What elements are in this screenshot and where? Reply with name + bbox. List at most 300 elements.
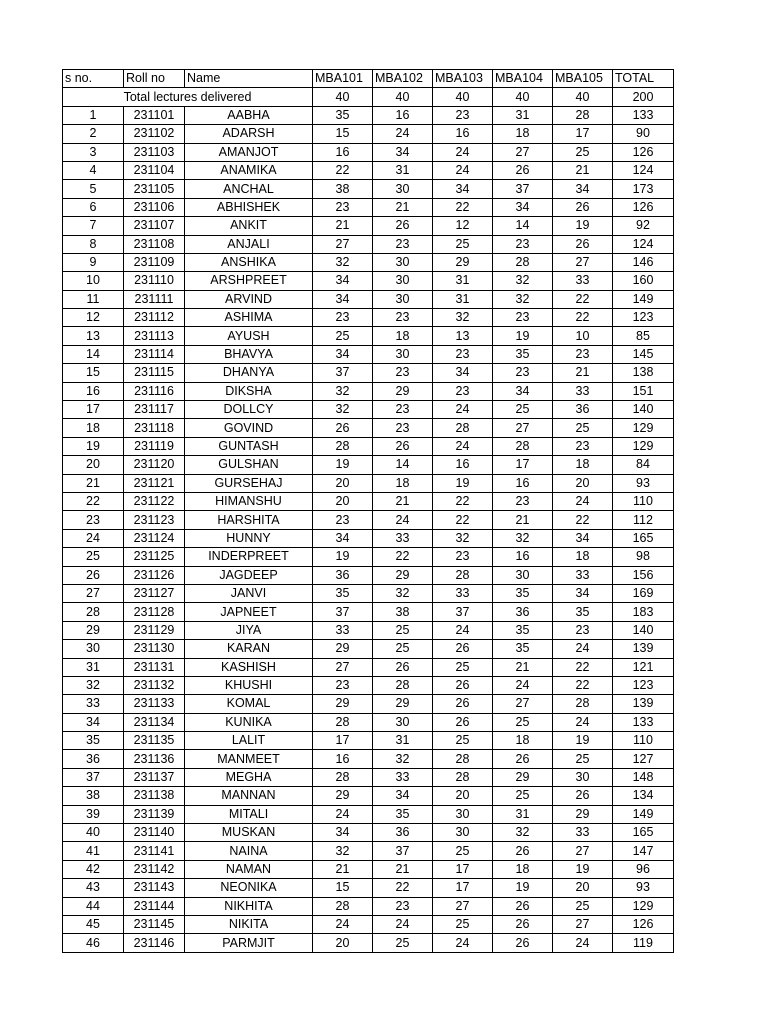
cell-mba105: 30 <box>553 768 613 786</box>
table-row <box>63 327 674 345</box>
cell-sno: 20 <box>63 456 124 474</box>
cell-mba103: 24 <box>433 143 493 161</box>
cell-total: 85 <box>613 327 674 345</box>
cell-total: 183 <box>613 603 674 621</box>
cell-mba105: 35 <box>553 603 613 621</box>
cell-roll-no: 231141 <box>124 842 185 860</box>
cell-name: GULSHAN <box>185 456 313 474</box>
cell-mba101: 28 <box>313 713 373 731</box>
cell-mba105: 18 <box>553 548 613 566</box>
table-row <box>63 235 674 253</box>
cell-mba102: 23 <box>373 897 433 915</box>
cell-roll-no: 231126 <box>124 566 185 584</box>
cell-name: GURSEHAJ <box>185 474 313 492</box>
cell-mba103: 29 <box>433 253 493 271</box>
cell-mba105: 21 <box>553 161 613 179</box>
cell-mba104: 16 <box>493 548 553 566</box>
lectures-total: 200 <box>613 88 674 106</box>
cell-total: 169 <box>613 584 674 602</box>
cell-mba101: 24 <box>313 805 373 823</box>
cell-mba104: 36 <box>493 603 553 621</box>
cell-mba101: 36 <box>313 566 373 584</box>
table-row <box>63 915 674 933</box>
cell-roll-no: 231105 <box>124 180 185 198</box>
table-row <box>63 732 674 750</box>
cell-mba103: 25 <box>433 732 493 750</box>
cell-mba102: 18 <box>373 474 433 492</box>
cell-name: MANNAN <box>185 787 313 805</box>
cell-mba103: 24 <box>433 437 493 455</box>
cell-mba104: 30 <box>493 566 553 584</box>
cell-mba101: 23 <box>313 676 373 694</box>
cell-name: KASHISH <box>185 658 313 676</box>
cell-mba103: 16 <box>433 456 493 474</box>
cell-roll-no: 231104 <box>124 161 185 179</box>
cell-total: 124 <box>613 161 674 179</box>
cell-mba105: 33 <box>553 272 613 290</box>
cell-mba102: 26 <box>373 217 433 235</box>
cell-mba102: 22 <box>373 879 433 897</box>
cell-mba105: 34 <box>553 180 613 198</box>
cell-mba103: 31 <box>433 290 493 308</box>
cell-mba104: 32 <box>493 824 553 842</box>
cell-mba105: 33 <box>553 382 613 400</box>
cell-mba103: 33 <box>433 584 493 602</box>
cell-sno: 44 <box>63 897 124 915</box>
cell-mba102: 23 <box>373 235 433 253</box>
cell-mba102: 38 <box>373 603 433 621</box>
cell-mba103: 23 <box>433 345 493 363</box>
cell-name: HARSHITA <box>185 511 313 529</box>
cell-roll-no: 231130 <box>124 640 185 658</box>
cell-mba105: 25 <box>553 419 613 437</box>
cell-sno: 11 <box>63 290 124 308</box>
cell-sno: 15 <box>63 364 124 382</box>
cell-sno: 27 <box>63 584 124 602</box>
cell-mba103: 25 <box>433 915 493 933</box>
cell-mba105: 25 <box>553 750 613 768</box>
cell-roll-no: 231143 <box>124 879 185 897</box>
table-row <box>63 456 674 474</box>
cell-mba102: 34 <box>373 787 433 805</box>
cell-name: GUNTASH <box>185 437 313 455</box>
cell-mba104: 18 <box>493 732 553 750</box>
table-row <box>63 364 674 382</box>
cell-mba101: 15 <box>313 879 373 897</box>
table-row <box>63 603 674 621</box>
cell-mba104: 28 <box>493 253 553 271</box>
table-row <box>63 640 674 658</box>
cell-mba104: 19 <box>493 879 553 897</box>
cell-name: JANVI <box>185 584 313 602</box>
cell-name: GOVIND <box>185 419 313 437</box>
cell-roll-no: 231125 <box>124 548 185 566</box>
cell-mba101: 21 <box>313 860 373 878</box>
cell-mba105: 20 <box>553 879 613 897</box>
cell-sno: 28 <box>63 603 124 621</box>
cell-mba101: 22 <box>313 161 373 179</box>
cell-roll-no: 231146 <box>124 934 185 952</box>
cell-mba102: 30 <box>373 290 433 308</box>
cell-total: 98 <box>613 548 674 566</box>
cell-mba103: 26 <box>433 640 493 658</box>
cell-mba103: 26 <box>433 713 493 731</box>
cell-mba102: 37 <box>373 842 433 860</box>
cell-mba104: 26 <box>493 161 553 179</box>
cell-total: 139 <box>613 640 674 658</box>
table-row <box>63 842 674 860</box>
cell-name: NAMAN <box>185 860 313 878</box>
lectures-label: Total lectures delivered <box>63 88 313 106</box>
cell-mba104: 37 <box>493 180 553 198</box>
cell-roll-no: 231123 <box>124 511 185 529</box>
cell-mba101: 20 <box>313 474 373 492</box>
cell-mba101: 29 <box>313 787 373 805</box>
cell-mba102: 22 <box>373 548 433 566</box>
cell-roll-no: 231114 <box>124 345 185 363</box>
cell-roll-no: 231112 <box>124 309 185 327</box>
cell-sno: 36 <box>63 750 124 768</box>
cell-mba104: 23 <box>493 364 553 382</box>
cell-mba105: 18 <box>553 456 613 474</box>
table-row <box>63 180 674 198</box>
cell-mba105: 34 <box>553 584 613 602</box>
table-row <box>63 750 674 768</box>
cell-name: KARAN <box>185 640 313 658</box>
cell-roll-no: 231136 <box>124 750 185 768</box>
cell-total: 92 <box>613 217 674 235</box>
cell-sno: 1 <box>63 106 124 124</box>
cell-mba105: 22 <box>553 658 613 676</box>
cell-mba105: 24 <box>553 640 613 658</box>
cell-mba104: 21 <box>493 511 553 529</box>
cell-mba102: 23 <box>373 309 433 327</box>
table-row <box>63 511 674 529</box>
cell-mba102: 31 <box>373 732 433 750</box>
cell-total: 129 <box>613 419 674 437</box>
cell-sno: 21 <box>63 474 124 492</box>
table-row <box>63 382 674 400</box>
cell-mba101: 17 <box>313 732 373 750</box>
cell-mba102: 24 <box>373 125 433 143</box>
cell-sno: 10 <box>63 272 124 290</box>
cell-sno: 37 <box>63 768 124 786</box>
cell-mba102: 14 <box>373 456 433 474</box>
lectures-mba103: 40 <box>433 88 493 106</box>
cell-roll-no: 231120 <box>124 456 185 474</box>
cell-name: NAINA <box>185 842 313 860</box>
cell-mba103: 28 <box>433 768 493 786</box>
cell-mba102: 21 <box>373 198 433 216</box>
cell-mba103: 17 <box>433 879 493 897</box>
cell-roll-no: 231140 <box>124 824 185 842</box>
cell-total: 93 <box>613 474 674 492</box>
cell-roll-no: 231133 <box>124 695 185 713</box>
cell-mba101: 20 <box>313 934 373 952</box>
cell-sno: 30 <box>63 640 124 658</box>
header-name: Name <box>185 70 313 88</box>
cell-mba104: 29 <box>493 768 553 786</box>
cell-mba102: 30 <box>373 345 433 363</box>
lectures-mba104: 40 <box>493 88 553 106</box>
cell-mba105: 22 <box>553 676 613 694</box>
cell-mba104: 26 <box>493 934 553 952</box>
cell-mba102: 32 <box>373 584 433 602</box>
cell-mba101: 32 <box>313 401 373 419</box>
cell-mba104: 24 <box>493 676 553 694</box>
cell-name: ANAMIKA <box>185 161 313 179</box>
cell-mba103: 13 <box>433 327 493 345</box>
cell-roll-no: 231142 <box>124 860 185 878</box>
cell-mba102: 24 <box>373 511 433 529</box>
cell-mba104: 35 <box>493 621 553 639</box>
cell-mba105: 17 <box>553 125 613 143</box>
cell-total: 126 <box>613 143 674 161</box>
table-row <box>63 713 674 731</box>
cell-mba103: 19 <box>433 474 493 492</box>
cell-mba104: 35 <box>493 584 553 602</box>
cell-name: JAGDEEP <box>185 566 313 584</box>
cell-mba105: 27 <box>553 253 613 271</box>
cell-total: 112 <box>613 511 674 529</box>
cell-sno: 2 <box>63 125 124 143</box>
cell-mba105: 19 <box>553 860 613 878</box>
lectures-row <box>63 88 674 106</box>
cell-name: ANKIT <box>185 217 313 235</box>
cell-mba103: 17 <box>433 860 493 878</box>
cell-mba103: 24 <box>433 621 493 639</box>
cell-mba102: 24 <box>373 915 433 933</box>
cell-sno: 41 <box>63 842 124 860</box>
cell-sno: 40 <box>63 824 124 842</box>
cell-mba104: 21 <box>493 658 553 676</box>
cell-total: 127 <box>613 750 674 768</box>
cell-mba101: 34 <box>313 272 373 290</box>
cell-mba105: 21 <box>553 364 613 382</box>
cell-mba102: 35 <box>373 805 433 823</box>
cell-mba101: 23 <box>313 198 373 216</box>
table-row <box>63 695 674 713</box>
header-mba104: MBA104 <box>493 70 553 88</box>
cell-sno: 39 <box>63 805 124 823</box>
cell-mba103: 27 <box>433 897 493 915</box>
cell-mba103: 30 <box>433 824 493 842</box>
cell-sno: 12 <box>63 309 124 327</box>
cell-mba102: 30 <box>373 180 433 198</box>
cell-mba105: 24 <box>553 492 613 510</box>
header-row <box>63 70 674 88</box>
cell-roll-no: 231107 <box>124 217 185 235</box>
cell-mba105: 10 <box>553 327 613 345</box>
cell-mba104: 17 <box>493 456 553 474</box>
cell-name: DHANYA <box>185 364 313 382</box>
cell-roll-no: 231117 <box>124 401 185 419</box>
cell-mba103: 30 <box>433 805 493 823</box>
cell-roll-no: 231118 <box>124 419 185 437</box>
cell-mba101: 34 <box>313 529 373 547</box>
cell-mba104: 23 <box>493 309 553 327</box>
cell-mba104: 27 <box>493 419 553 437</box>
cell-mba103: 23 <box>433 382 493 400</box>
cell-mba102: 29 <box>373 695 433 713</box>
cell-mba105: 23 <box>553 345 613 363</box>
cell-total: 110 <box>613 492 674 510</box>
cell-name: KOMAL <box>185 695 313 713</box>
cell-mba103: 24 <box>433 934 493 952</box>
cell-mba103: 20 <box>433 787 493 805</box>
cell-mba104: 28 <box>493 437 553 455</box>
cell-mba102: 33 <box>373 529 433 547</box>
cell-roll-no: 231145 <box>124 915 185 933</box>
lectures-mba101: 40 <box>313 88 373 106</box>
cell-mba101: 35 <box>313 106 373 124</box>
cell-mba105: 19 <box>553 217 613 235</box>
cell-mba101: 32 <box>313 382 373 400</box>
cell-mba101: 34 <box>313 824 373 842</box>
header-sno: s no. <box>63 70 124 88</box>
cell-sno: 29 <box>63 621 124 639</box>
cell-roll-no: 231139 <box>124 805 185 823</box>
header-mba103: MBA103 <box>433 70 493 88</box>
cell-mba104: 26 <box>493 915 553 933</box>
cell-mba102: 26 <box>373 437 433 455</box>
cell-sno: 5 <box>63 180 124 198</box>
attendance-table <box>62 69 674 953</box>
cell-mba101: 28 <box>313 437 373 455</box>
header-mba102: MBA102 <box>373 70 433 88</box>
cell-mba102: 28 <box>373 676 433 694</box>
cell-total: 173 <box>613 180 674 198</box>
cell-total: 123 <box>613 676 674 694</box>
cell-mba105: 28 <box>553 106 613 124</box>
cell-mba101: 27 <box>313 235 373 253</box>
cell-mba103: 24 <box>433 161 493 179</box>
cell-sno: 32 <box>63 676 124 694</box>
cell-name: NEONIKA <box>185 879 313 897</box>
cell-sno: 31 <box>63 658 124 676</box>
cell-mba104: 31 <box>493 805 553 823</box>
cell-mba104: 18 <box>493 860 553 878</box>
cell-mba101: 23 <box>313 511 373 529</box>
cell-mba101: 34 <box>313 290 373 308</box>
cell-mba103: 24 <box>433 401 493 419</box>
cell-mba101: 15 <box>313 125 373 143</box>
cell-name: HUNNY <box>185 529 313 547</box>
table-row <box>63 584 674 602</box>
cell-name: MUSKAN <box>185 824 313 842</box>
cell-mba101: 28 <box>313 897 373 915</box>
cell-mba101: 35 <box>313 584 373 602</box>
cell-sno: 4 <box>63 161 124 179</box>
cell-total: 138 <box>613 364 674 382</box>
cell-mba104: 26 <box>493 842 553 860</box>
cell-mba102: 30 <box>373 253 433 271</box>
cell-sno: 6 <box>63 198 124 216</box>
cell-total: 160 <box>613 272 674 290</box>
cell-mba104: 34 <box>493 198 553 216</box>
cell-mba103: 16 <box>433 125 493 143</box>
cell-mba103: 22 <box>433 198 493 216</box>
cell-mba105: 22 <box>553 309 613 327</box>
cell-mba104: 31 <box>493 106 553 124</box>
cell-mba104: 32 <box>493 272 553 290</box>
cell-sno: 42 <box>63 860 124 878</box>
cell-roll-no: 231119 <box>124 437 185 455</box>
cell-total: 165 <box>613 529 674 547</box>
cell-mba103: 32 <box>433 529 493 547</box>
cell-mba104: 27 <box>493 143 553 161</box>
cell-mba103: 28 <box>433 419 493 437</box>
cell-mba101: 23 <box>313 309 373 327</box>
table-row <box>63 768 674 786</box>
table-row <box>63 143 674 161</box>
cell-roll-no: 231134 <box>124 713 185 731</box>
cell-roll-no: 231116 <box>124 382 185 400</box>
cell-mba103: 22 <box>433 492 493 510</box>
cell-name: MITALI <box>185 805 313 823</box>
cell-roll-no: 231106 <box>124 198 185 216</box>
cell-mba105: 19 <box>553 732 613 750</box>
cell-mba104: 27 <box>493 695 553 713</box>
cell-roll-no: 231128 <box>124 603 185 621</box>
cell-roll-no: 231138 <box>124 787 185 805</box>
cell-mba104: 23 <box>493 492 553 510</box>
lectures-mba105: 40 <box>553 88 613 106</box>
cell-name: DIKSHA <box>185 382 313 400</box>
cell-mba104: 26 <box>493 897 553 915</box>
cell-mba102: 21 <box>373 860 433 878</box>
cell-sno: 34 <box>63 713 124 731</box>
cell-roll-no: 231108 <box>124 235 185 253</box>
cell-mba103: 12 <box>433 217 493 235</box>
cell-mba104: 35 <box>493 345 553 363</box>
cell-mba105: 27 <box>553 842 613 860</box>
cell-total: 126 <box>613 198 674 216</box>
cell-name: BHAVYA <box>185 345 313 363</box>
cell-mba105: 22 <box>553 511 613 529</box>
cell-total: 126 <box>613 915 674 933</box>
cell-mba101: 19 <box>313 456 373 474</box>
cell-mba105: 25 <box>553 143 613 161</box>
cell-roll-no: 231109 <box>124 253 185 271</box>
cell-mba101: 24 <box>313 915 373 933</box>
cell-name: NIKHITA <box>185 897 313 915</box>
cell-mba105: 24 <box>553 934 613 952</box>
cell-roll-no: 231144 <box>124 897 185 915</box>
cell-total: 139 <box>613 695 674 713</box>
cell-mba103: 32 <box>433 309 493 327</box>
cell-mba104: 25 <box>493 401 553 419</box>
table-row <box>63 106 674 124</box>
cell-mba101: 27 <box>313 658 373 676</box>
cell-mba104: 25 <box>493 713 553 731</box>
cell-total: 140 <box>613 621 674 639</box>
cell-sno: 18 <box>63 419 124 437</box>
cell-roll-no: 231122 <box>124 492 185 510</box>
cell-mba102: 36 <box>373 824 433 842</box>
cell-mba103: 37 <box>433 603 493 621</box>
table-row <box>63 492 674 510</box>
table-row <box>63 897 674 915</box>
table-row <box>63 345 674 363</box>
cell-mba101: 26 <box>313 419 373 437</box>
cell-sno: 24 <box>63 529 124 547</box>
cell-sno: 43 <box>63 879 124 897</box>
table-row <box>63 879 674 897</box>
cell-mba101: 21 <box>313 217 373 235</box>
cell-mba103: 25 <box>433 235 493 253</box>
cell-mba105: 20 <box>553 474 613 492</box>
